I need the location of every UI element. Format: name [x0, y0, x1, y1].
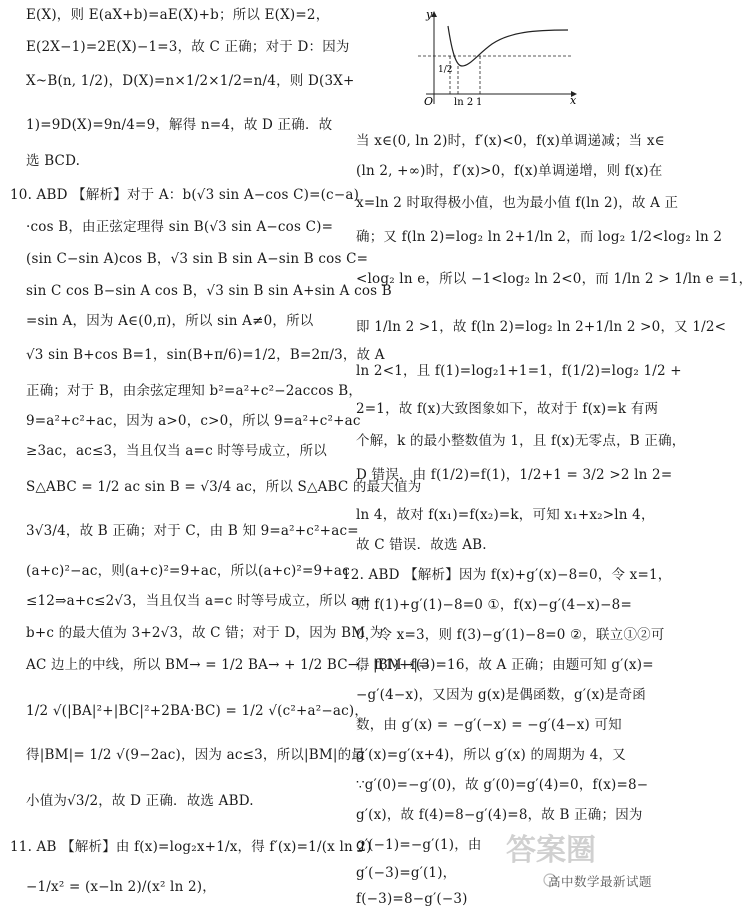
- text-line: 确；又 f(ln 2)=log₂ ln 2+1/ln 2，而 log₂ 1/2<log₂ ln 2: [356, 229, 723, 245]
- question-12-line: 12. ABD 【解析】因为 f(x)+g′(x)−8=0，令 x=1，: [342, 567, 672, 583]
- question-10-line: 10. ABD 【解析】对于 A：b(√3 sin A−cos C)=(c−a): [10, 187, 360, 203]
- text-line: (a+c)²−ac，则(a+c)²=9+ac，所以(a+c)²=9+ac: [26, 563, 350, 579]
- text-line: 正确；对于 B，由余弦定理知 b²=a²+c²−2accos B，: [26, 383, 363, 399]
- text-line: 1/2 √(|BA|²+|BC|²+2BA·BC) = 1/2 √(c²+a²−ac)，: [26, 703, 369, 719]
- text-line: 得 f(1)+f(3)=16，故 A 正确；由题可知 g′(x)=: [356, 657, 654, 673]
- text-line: ∵g′(0)=−g′(0)，故 g′(0)=g′(4)=0，f(x)=8−: [356, 777, 649, 793]
- text-line: g′(−3)=g′(1)，: [356, 865, 457, 881]
- text-line: sin C cos B−sin A cos B，√3 sin B sin A+sin A cos B: [26, 283, 392, 299]
- curve: [448, 26, 568, 66]
- text-line: 0，令 x=3，则 f(3)−g′(1)−8=0 ②，联立①②可: [356, 627, 665, 643]
- text-line: E(X)，则 E(aX+b)=aE(X)+b；所以 E(X)=2，: [26, 7, 330, 23]
- text-line: −g′(4−x)，又因为 g(x)是偶函数，g′(x)是奇函: [356, 687, 647, 703]
- text-line: 选 BCD.: [26, 153, 81, 169]
- y-axis-label: y: [426, 8, 433, 21]
- watermark-logo-text: 答案圈: [506, 833, 596, 868]
- text-line: f(−3)=8−g′(−3): [356, 891, 468, 907]
- text-line: g′(−1)=−g′(1)，由: [356, 837, 482, 853]
- tick-one-label: 1: [476, 97, 483, 108]
- text-line: ≥3ac，ac≤3，当且仅当 a=c 时等号成立，所以: [26, 443, 327, 459]
- text-line: 3√3/4，故 B 正确；对于 C，由 B 知 9=a²+c²+ac=: [26, 523, 359, 539]
- text-line: ln 2<1，且 f(1)=log₂1+1=1，f(1/2)=log₂ 1/2 +: [356, 363, 682, 379]
- text-line: 故 C 错误．故选 AB.: [356, 537, 487, 553]
- text-line: (sin C−sin A)cos B，√3 sin B sin A−sin B cos C=: [26, 251, 369, 267]
- function-graph: [404, 4, 584, 108]
- watermark-text: 高中数学最新试题: [548, 874, 653, 889]
- text-line: (ln 2, +∞)时，f′(x)>0，f(x)单调递增，则 f(x)在: [356, 163, 663, 179]
- tick-half-label: 1/2: [438, 65, 453, 75]
- text-line: AC 边上的中线，所以 BM→ = 1/2 BA→ + 1/2 BC→，|BM→|=: [26, 657, 430, 673]
- text-line: 则 f(1)+g′(1)−8=0 ①，f(x)−g′(4−x)−8=: [356, 597, 632, 613]
- text-line: 即 1/ln 2 >1，故 f(ln 2)=log₂ ln 2+1/ln 2 >0，又 1/2<: [356, 319, 727, 335]
- text-line: b+c 的最大值为 3+2√3，故 C 错；对于 D，因为 BM 为: [26, 625, 384, 641]
- text-line: x=ln 2 时取得极小值，也为最小值 f(ln 2)，故 A 正: [356, 195, 679, 211]
- text-line: D 错误．由 f(1/2)=f(1)，1/2+1 = 3/2 >2 ln 2=: [356, 467, 673, 483]
- text-line: 个解，k 的最小整数值为 1，且 f(x)无零点，B 正确，: [356, 433, 686, 449]
- text-line: 小值为√3/2，故 D 正确．故选 ABD.: [26, 793, 254, 809]
- text-line: X~B(n, 1/2)，D(X)=n×1/2×1/2=n/4，则 D(3X+: [26, 73, 355, 89]
- tick-ln2-label: ln 2: [454, 97, 474, 108]
- text-line: ≤12⇒a+c≤2√3，当且仅当 a=c 时等号成立，所以 a+: [26, 593, 371, 609]
- text-line: ln 4，故对 f(x₁)=f(x₂)=k，可知 x₁+x₂>ln 4，: [356, 507, 655, 523]
- question-11-line: 11. AB 【解析】由 f(x)=log₂x+1/x，得 f′(x)=1/(x ln 2): [10, 839, 372, 855]
- text-line: g′(x)=g′(x+4)，所以 g′(x) 的周期为 4，又: [356, 747, 626, 763]
- text-line: S△ABC = 1/2 ac sin B = √3/4 ac，所以 S△ABC 的最大值为: [26, 479, 422, 495]
- text-line: 2=1，故 f(x)大致图象如下，故对于 f(x)=k 有两: [356, 401, 659, 417]
- text-line: 数，由 g′(x) = −g′(−x) = −g′(4−x) 可知: [356, 717, 622, 733]
- origin-label: O: [424, 95, 434, 108]
- text-line: −1/x² = (x−ln 2)/(x² ln 2)，: [26, 879, 216, 895]
- text-line: 1)=9D(X)=9n/4=9，解得 n=4，故 D 正确．故: [26, 117, 333, 133]
- text-line: 9=a²+c²+ac，因为 a>0，c>0，所以 9=a²+c²+ac: [26, 413, 361, 429]
- text-line: √3 sin B+cos B=1，sin(B+π/6)=1/2，B=2π/3，故 A: [26, 347, 385, 363]
- text-line: g′(x)，故 f(4)=8−g′(4)=8，故 B 正确；因为: [356, 807, 643, 823]
- text-line: E(2X−1)=2E(X)−1=3，故 C 正确；对于 D：因为: [26, 39, 350, 55]
- text-line: 当 x∈(0, ln 2)时，f′(x)<0，f(x)单调递减；当 x∈: [356, 133, 665, 149]
- text-line: =sin A，因为 A∈(0,π)，所以 sin A≠0，所以: [26, 313, 314, 329]
- text-line: <log₂ ln e，所以 −1<log₂ ln 2<0，而 1/ln 2 > 1/ln e =1，: [356, 271, 752, 287]
- text-line: 得|BM|= 1/2 √(9−2ac)，因为 ac≤3，所以|BM|的最: [26, 747, 366, 763]
- x-axis-label: x: [570, 94, 577, 107]
- text-line: ·cos B，由正弦定理得 sin B(√3 sin A−cos C)=: [26, 219, 334, 235]
